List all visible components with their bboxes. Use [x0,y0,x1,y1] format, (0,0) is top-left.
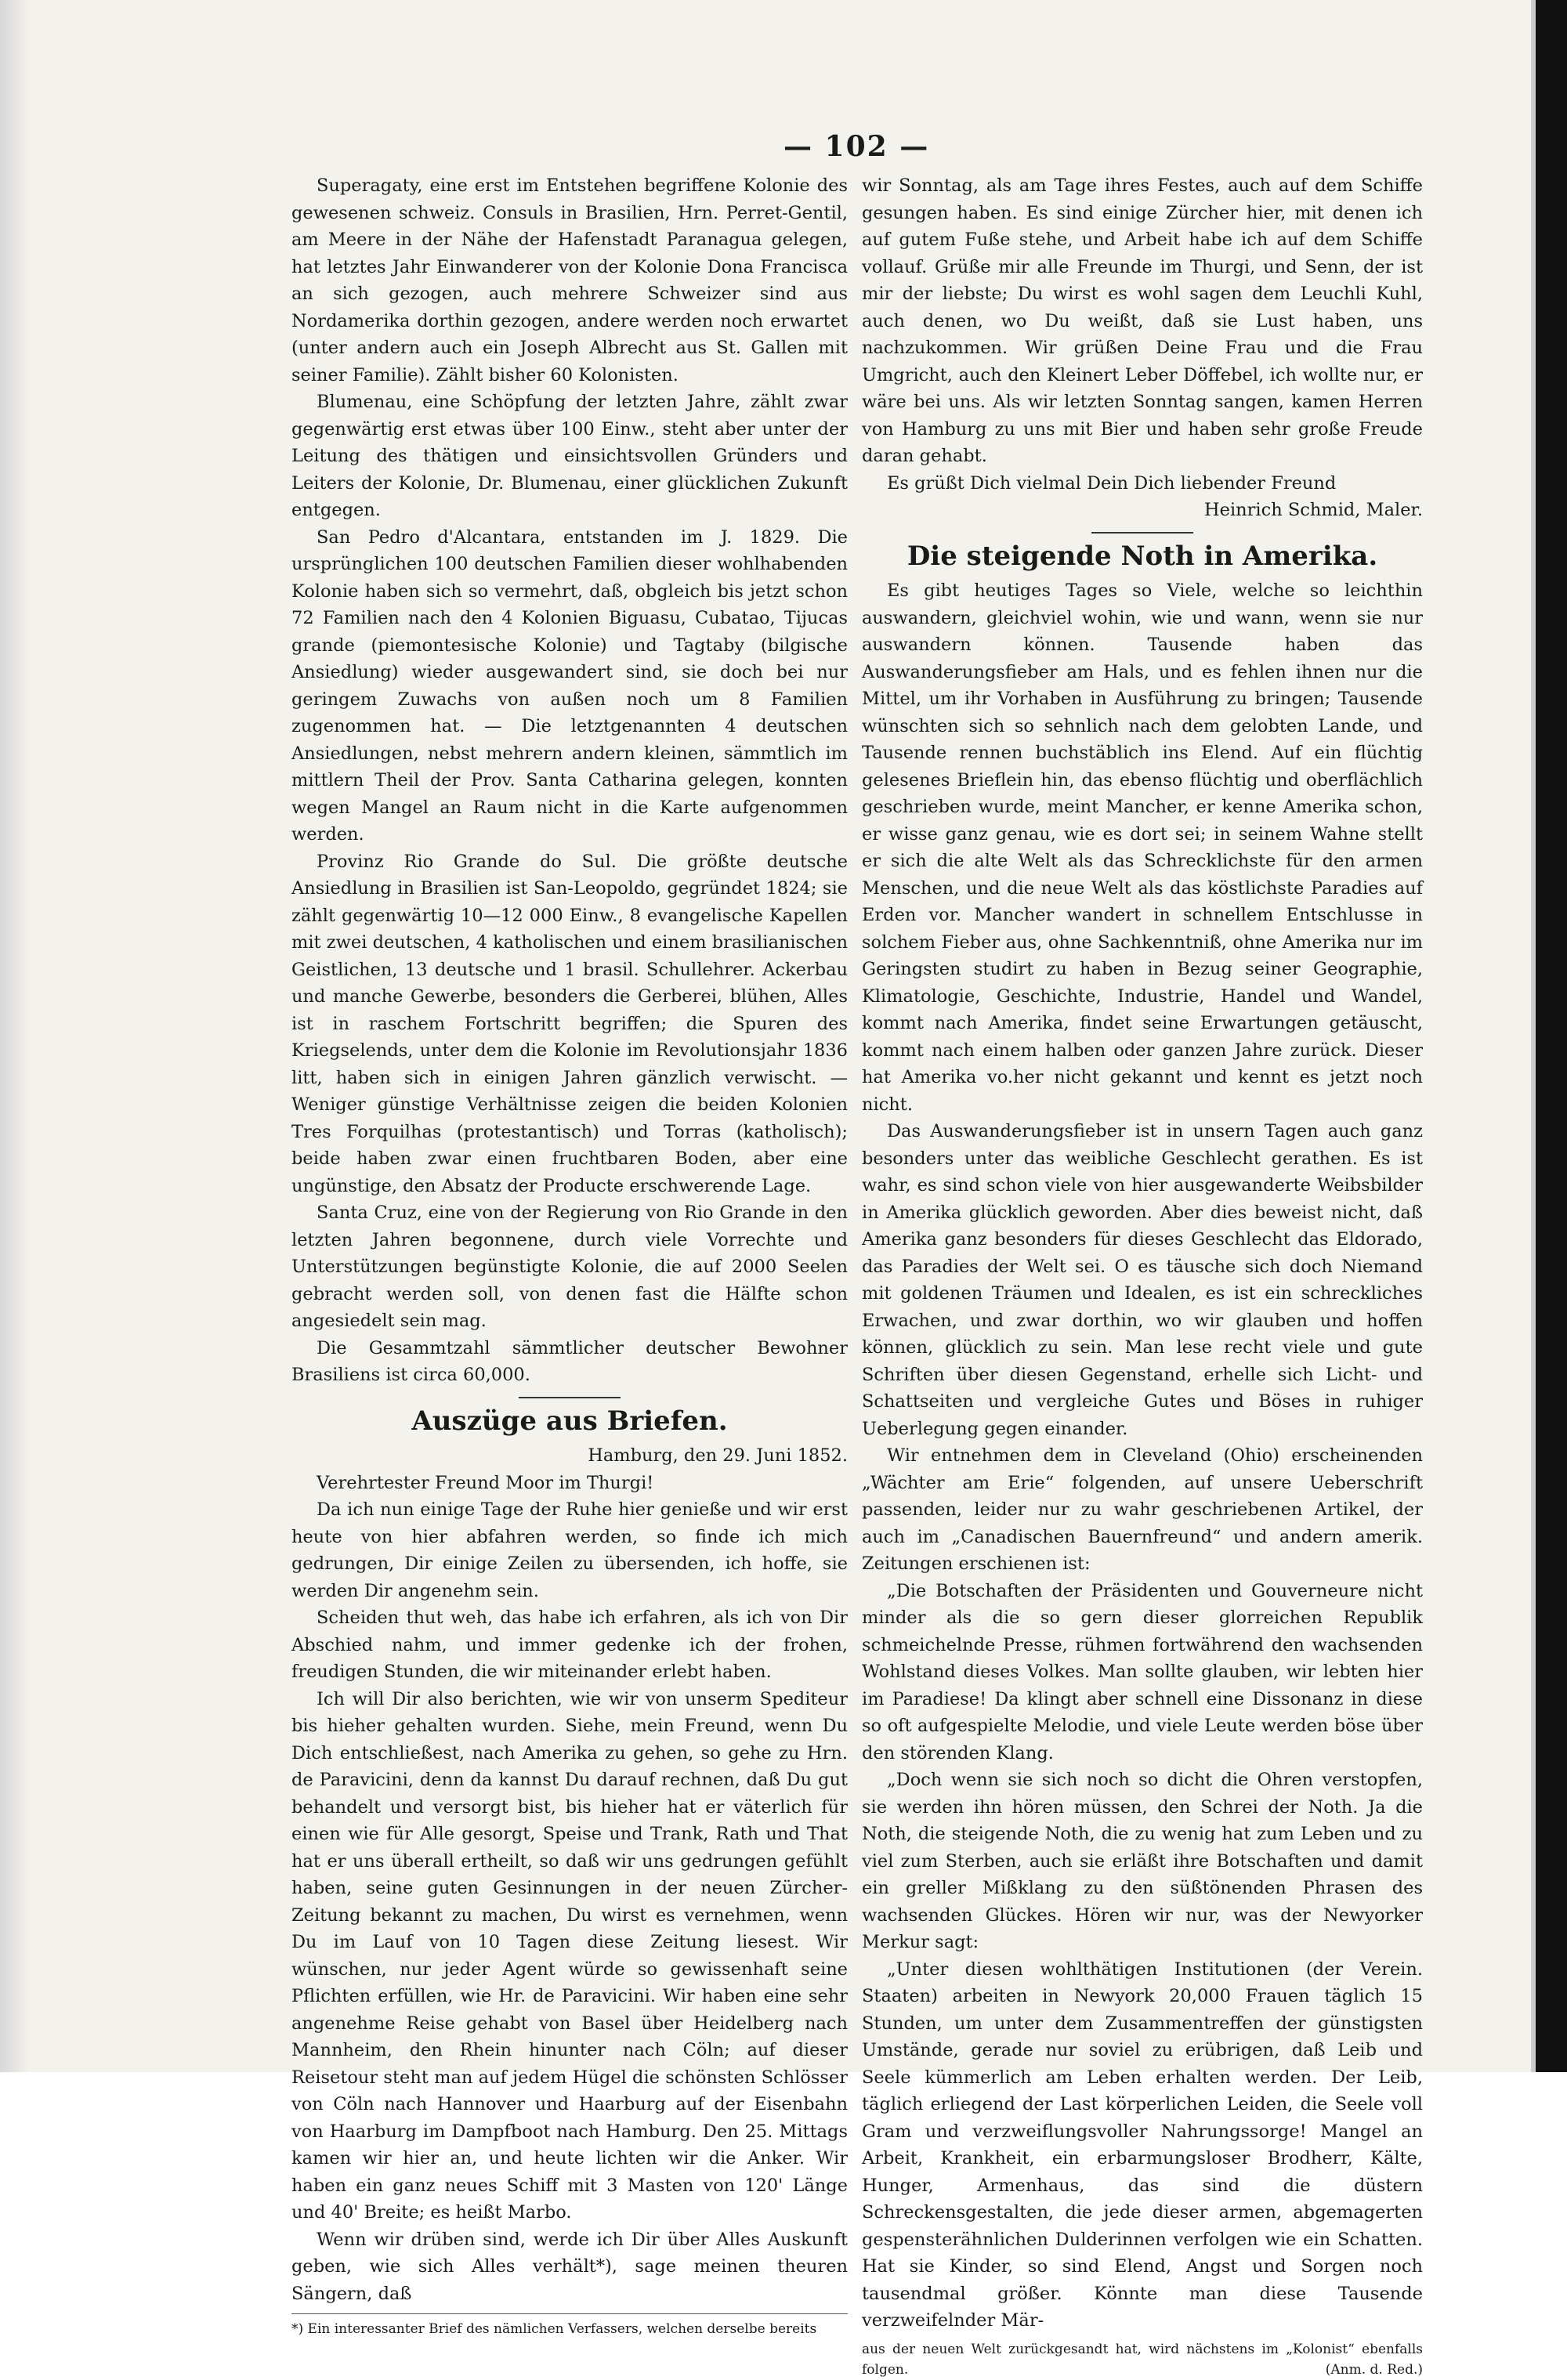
article-paragraph: Es gibt heutiges Tages so Viele, welche so leichthin auswandern, gleichviel wohin, wie und wann, wenn sie nur auswandern können. Tausende haben das Auswanderungsfieber am Hals, und es fehlen ihnen nur die Mittel, um ihr Vorhaben in Ausführung zu bringen; Tausende wünschten sich so sehnlich nach dem gelobten Lande, und Tausende rennen buchstäblich ins Elend. Auf ein flüchtig gelesenes Brieflein hin, das ebenso flüchtig und oberflächlich geschrieben wurde, meint Mancher, er kenne Amerika schon, er wisse ganz genau, wie es dort sei; in seinem Wahne stellt er sich die alte Welt als das Schrecklichste für den armen Menschen, und die neue Welt als das köstlichste Paradies auf Erden vor. Mancher wandert in schnellem Entschlusse in solchem Fieber aus, ohne Sachkenntniß, ohne Amerika nur im Geringsten studirt zu haben in Bezug seiner Geographie, Klimatologie, Geschichte, Industrie, Handel und Wandel, kommt nach Amerika, findet seine Erwartungen getäuscht, kommt nach einem halben oder ganzen Jahre zurück. Dieser hat Amerika vo.her nicht gekannt und kennt es jetzt noch nicht. [862,581,1423,1115]
footnote-right-text: aus der neuen Welt zurückgesandt hat, wird nächstens im „Kolonist“ ebenfalls folgen. [862,2341,1423,2378]
article-paragraph: „Die Botschaften der Präsidenten und Gouverneure nicht minder als die so gern dieser glorreichen Republik schmeichelnde Presse, rühmen fortwährend den wachsenden Wohlstand dieses Volkes. Man sollte glauben, wir lebten hier im Paradiese! Da klingt aber schnell eine Dissonanz in diese so oft aufgespielte Melodie, und viele Leute werden böse über den störenden Klang. [862,1580,1423,1763]
paragraph-santa-cruz: Santa Cruz, eine von der Regierung von Rio Grande in den letzten Jahren begonnene, durch viele Vorrechte und Unterstützungen begünstigte Kolonie, die auf 2000 Seelen gebracht werden soll, von denen fast die Hälfte schon angesiedelt sein mag. [291,1203,848,1331]
letter-paragraph: Scheiden thut weh, das habe ich erfahren, als ich von Dir Abschied nahm, und immer gedenke ich der frohen, freudigen Stunden, die wir miteinander erlebt haben. [291,1608,848,1682]
paragraph-total: Die Gesammtzahl sämmtlicher deutscher Bewohner Brasiliens ist circa 60,000. [291,1337,848,1385]
letter-continuation: wir Sonntag, als am Tage ihres Festes, auch auf dem Schiffe gesungen haben. Es sind einige Zürcher hier, mit denen ich auf gutem Fuße stehe, und Arbeit habe ich auf dem Schiffe vollauf. Grüße mir alle Freunde im Thurgi, und Senn, der ist mir der liebste; Du wirst es wohl sagen dem Leuchli Kuhl, auch denen, wo Du weißt, daß sie Lust haben, uns nachzukommen. Wir grüßen Deine Frau und die Frau Umgricht, auch den Kleinert Leber Döffebel, ich wollte nur, er wäre bei uns. Als wir letzten Sonntag sangen, kamen Herren von Hamburg zu uns mit Bier und haben sehr große Freude daran gehabt. [862,175,1423,466]
footnote-left: *) Ein interessanter Brief des nämlichen Verfassers, welchen derselbe bereits [291,2313,848,2339]
footnote-right [862,2339,1423,2380]
right-column [862,172,1423,2380]
article-paragraph: Das Auswanderungsfieber ist in unsern Tagen auch ganz besonders unter das weibliche Geschlecht gerathen. Es ist wahr, es sind schon viele von hier ausgewanderte Weibsbilder in Amerika glücklich geworden. Aber dies beweist nicht, daß Amerika ganz besonders für dieses Geschlecht das Eldorado, das Paradies der Welt sei. O es täusche sich doch Niemand mit goldenen Träumen und Idealen, es ist ein schreckliches Erwachen, und zwar dorthin, wo wir glauben und hoffen können, glücklich zu sein. Man lese recht viele und gute Schriften über diesen Gegenstand, erhelle sich Licht- und Schattseiten und vergleiche Gutes und Böses in ruhiger Ueberlegung gegen einander. [862,1121,1423,1439]
page-number: — 102 — [784,130,930,163]
paragraph-rio-grande: Provinz Rio Grande do Sul. Die größte deutsche Ansiedlung in Brasilien ist San-Leopoldo, gegründet 1824; sie zählt gegenwärtig 10—12 000 Einw., 8 evangelische Kapellen mit zwei deutschen, 4 katholischen und einem brasilianischen Geistlichen, 13 deutsche und 1 brasil. Schullehrer. Ackerbau und manche Gewerbe, besonders die Gerberei, blühen, Alles ist in raschem Fortschritt begriffen; die Spuren des Kriegselends, unter dem die Kolonie im Revolutionsjahr 1836 litt, haben sich in einigen Jahren gänzlich verwischt. — Weniger günstige Verhältnisse zeigen die beiden Kolonien Tres Forquilhas (protestantisch) und Torras (katholisch); beide haben zwar einen fruchtbaren Boden, aber eine ungünstige, den Absatz der Producte erschwerende Lage. [291,851,848,1196]
paragraph-san-pedro: San Pedro d'Alcantara, entstanden im J. 1829. Die ursprünglichen 100 deutschen Familien dieser wohlhabenden Kolonie haben sich so vermehrt, daß, obgleich bis jetzt schon 72 Familien nach den 4 Kolonien Biguasu, Cubatao, Tijucas grande (piemontesische Kolonie) und Tagtaby (bilgische Ansiedlung) wieder ausgewandert sind, sie doch bei nur geringem Zuwachs von außen noch um 8 Familien zugenommen hat. — Die letztgenannten 4 deutschen Ansiedlungen, nebst mehrern andern kleinen, sämmtlich im mittlern Theil der Prov. Santa Catharina gelegen, konnten wegen Mangel an Raum nicht in die Karte aufgenommen werden. [291,526,848,845]
left-column [291,172,848,2339]
letter-paragraph: Da ich nun einige Tage der Ruhe hier genieße und wir erst heute von hier abfahren werden, so finde ich mich gedrungen, Dir einige Zeilen zu übersenden, ich hoffe, sie werden Dir angenehm sein. [291,1499,848,1601]
article-paragraph: „Doch wenn sie sich noch so dicht die Ohren verstopfen, sie werden ihn hören müssen, den Schrei der Noth. Ja die Noth, die steigende Noth, die zu wenig hat zum Leben und zu viel zum Sterben, auch sie erläßt ihre Botschaften und damit ein greller Mißklang zu den süßtönenden Phrasen des wachsenden Glückes. Hören wir nur, was der Newyorker Merkur sagt: [862,1770,1423,1952]
letter-salutation: Verehrtester Freund Moor im Thurgi! [317,1472,654,1493]
letter-paragraph: Ich will Dir also berichten, wie wir von unserm Spediteur bis hieher gehalten wurden. Siehe, mein Freund, wenn Du Dich entschließest, nach Amerika zu gehen, so gehe zu Hrn. de Paravicini, denn da kannst Du darauf rechnen, daß Du gut behandelt und versorgt bist, bis hieher hat er väterlich für einen wie für Alle gesorgt, Speise und Trank, Rath und That hat er uns überall ertheilt, so daß wir uns gedrungen gefühlt haben, seine guten Gesinnungen in der neuen Zürcher-Zeitung bekannt zu machen, Du wirst es vernehmen, wenn Du im Lauf von 10 Tagen diese Zeitung liesest. Wir wünschen, nur jeder Agent würde so gewissenhaft seine Pflichten erfüllen, wie Hr. de Paravicini. Wir haben eine sehr angenehme Reise gehabt von Basel über Heidelberg nach Mannheim, den Rhein hinunter nach Cöln; auf dieser Reisetour steht man auf jedem Hügel die schönsten Schlösser von Cöln nach Hannover und Haarburg auf der Eisenbahn von Haarburg im Dampfboot nach Hamburg. Den 25. Mittags kamen wir hier an, und heute lichten wir die Anker. Wir haben ein ganz neues Schiff mit 3 Masten von 120' Länge und 40' Breite; es heißt Marbo. [291,1688,848,2223]
letter-signature: Heinrich Schmid, Maler. [1204,500,1423,520]
scan-edge-right [1536,0,1567,2072]
section-rule [1091,532,1193,534]
article-paragraph: Wir entnehmen dem in Cleveland (Ohio) erscheinenden „Wächter am Erie“ folgenden, auf unsere Ueberschrift passenden, leider nur zu wahr geschriebenen Artikel, der auch im „Canadischen Bauernfreund“ und andern amerik. Zeitungen erschienen ist: [862,1445,1423,1574]
footnote-right-tag: (Anm. d. Red.) [1325,2361,1423,2378]
section-heading-letters: Auszüge aus Briefen. [411,1405,728,1437]
letter-greeting: Es grüßt Dich vielmal Dein Dich liebender Freund [887,472,1337,494]
paragraph-superagaty: Superagaty, eine erst im Entstehen begriffene Kolonie des gewesenen schweiz. Consuls in Brasilien, Hrn. Perret-Gentil, am Meere in der Nähe der Hafenstadt Paranagua gelegen, hat letztes Jahr Einwanderer von der Kolonie Dona Francisca an sich gezogen, auch mehrere Schweizer sind aus Nordamerika dorthin gezogen, andere werden noch erwartet (unter andern auch ein Joseph Albrecht aus St. Gallen mit seiner Familie). Zählt bisher 60 Kolonisten. [291,175,848,385]
letter-paragraph: Wenn wir drüben sind, werde ich Dir über Alles Auskunft geben, wie sich Alles verhält*), sage meinen theuren Sängern, daß [291,2229,848,2304]
article-paragraph: „Unter diesen wohlthätigen Institutionen (der Verein. Staaten) arbeiten in Newyork 20,000 Frauen täglich 15 Stunden, um unter dem Zusammentreffen der günstigsten Umstände, gerade nur soviel zu erübrigen, daß Leib und Seele kümmerlich am Leben erhalten werden. Der Leib, täglich erliegend der Last körperlichen Leiden, die Seele voll Gram und verzweiflungsvoller Nahrungssorge! Mangel an Arbeit, Krankheit, ein erbarmungsloser Brodherr, Kälte, Hunger, Armenhaus, das sind die düstern Schreckensgestalten, die jede dieser armen, abgemagerten gespensterähnlichen Dulderinnen verfolgen wie ein Schatten. Hat sie Kinder, so sind Elend, Angst und Sorgen noch tausendmal größer. Könnte man diese Tausende verzweifelnder Mär- [862,1959,1423,2331]
scan-edge-left [0,0,30,2072]
letter-place-date: Hamburg, den 29. Juni 1852. [588,1445,848,1466]
section-rule [519,1397,621,1398]
paragraph-blumenau: Blumenau, eine Schöpfung der letzten Jahre, zählt zwar gegenwärtig erst etwas über 100 Einw., steht aber unter der Leitung des thätigen und einsichtsvollen Gründers und Leiters der Kolonie, Dr. Blumenau, einer glücklichen Zukunft entgegen. [291,392,848,520]
section-heading-noth: Die steigende Noth in Amerika. [907,540,1378,572]
